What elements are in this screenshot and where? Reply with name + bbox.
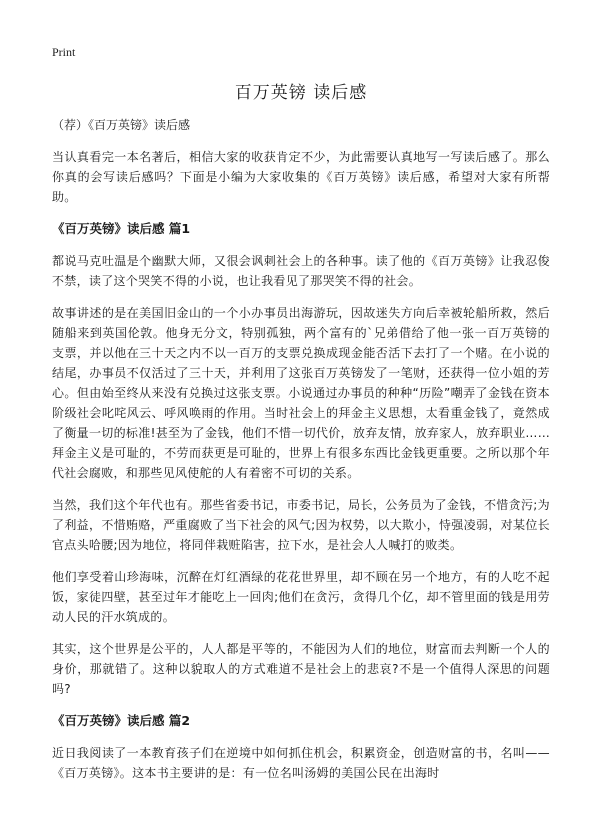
section-1-paragraph: 故事讲述的是在美国旧金山的一个小办事员出海游玩，因故迷失方向后幸被轮船所救，然后随船来到英国伦敦。他身无分文，特别孤独，两个富有的`兄弟借给了他一张一百万英镑的支票，并以他在三十天之内不以一百万的支票兑换成现金能否活下去打了一个赌。在小说的结尾，办事员不仅活过了三十天，并利用了这张百万英镑发了一笔财，还获得一位小姐的芳心。但由始至终从来没有兑换过这张支票。小说通过办事员的种种“历险”嘲弄了金钱在资本阶级社会叱咤风云、呼风唤雨的作用。当时社会上的拜金主义思想，太看重金钱了，竟然成了衡量一切的标准!甚至为了金钱，他们不惜一切代价，放弃友情，放弃家人，放弃职业……拜金主义是可耻的，不劳而获更是可耻的，世界上有很多东西比金钱更重要。之所以那个年代社会腐败，和那些见风使舵的人有着密不可切的关系。	[52, 306, 550, 480]
section-1-paragraph: 当然，我们这个年代也有。那些省委书记，市委书记，局长，公务员为了金钱，不惜贪污;为了利益，不惜贿赂，严重腐败了当下社会的风气;因为权势，以大欺小，恃强凌弱，对某位长官点头哈腰;因为地位，将同伴栽赃陷害，拉下水，是社会人人喊打的败类。	[52, 498, 550, 552]
document-body	[52, 78, 550, 795]
section-2-paragraph: 近日我阅读了一本教育孩子们在逆境中如何抓住机会，积累资金，创造财富的书，名叫——《百万英镑》。这本书主要讲的是：有一位名叫汤姆的美国公民在出海时	[52, 746, 550, 780]
page-title: 百万英镑 读后感	[234, 83, 368, 103]
section-2-heading: 《百万英镑》读后感 篇2	[52, 713, 191, 728]
section-1-paragraph: 其实，这个世界是公平的，人人都是平等的，不能因为人们的地位，财富而去判断一个人的身价，那就错了。这种以貌取人的方式难道不是社会上的悲哀?不是一个值得人深思的问题吗?	[52, 642, 550, 696]
section-1-paragraph: 都说马克吐温是个幽默大师，又很会讽刺社会上的各种事。读了他的《百万英镑》让我忍俊不禁，读了这个哭笑不得的小说，也让我看见了那哭笑不得的社会。	[52, 254, 550, 288]
section-1-heading: 《百万英镑》读后感 篇1	[52, 221, 191, 236]
recommended-subtitle: （荐）《百万英镑》读后感	[52, 118, 191, 132]
section-1-paragraph: 他们享受着山珍海味，沉醉在灯红酒绿的花花世界里，却不顾在另一个地方，有的人吃不起饭，家徒四壁，甚至过年才能吃上一回肉;他们在贪污，贪得几个亿，却不管里面的钱是用劳动人民的汗水筑成的。	[52, 570, 550, 624]
print-link[interactable]: Print	[52, 45, 76, 59]
intro-paragraph: 当认真看完一本名著后，相信大家的收获肯定不少，为此需要认真地写一写读后感了。那么你真的会写读后感吗？下面是小编为大家收集的《百万英镑》读后感，希望对大家有所帮助。	[52, 150, 550, 204]
